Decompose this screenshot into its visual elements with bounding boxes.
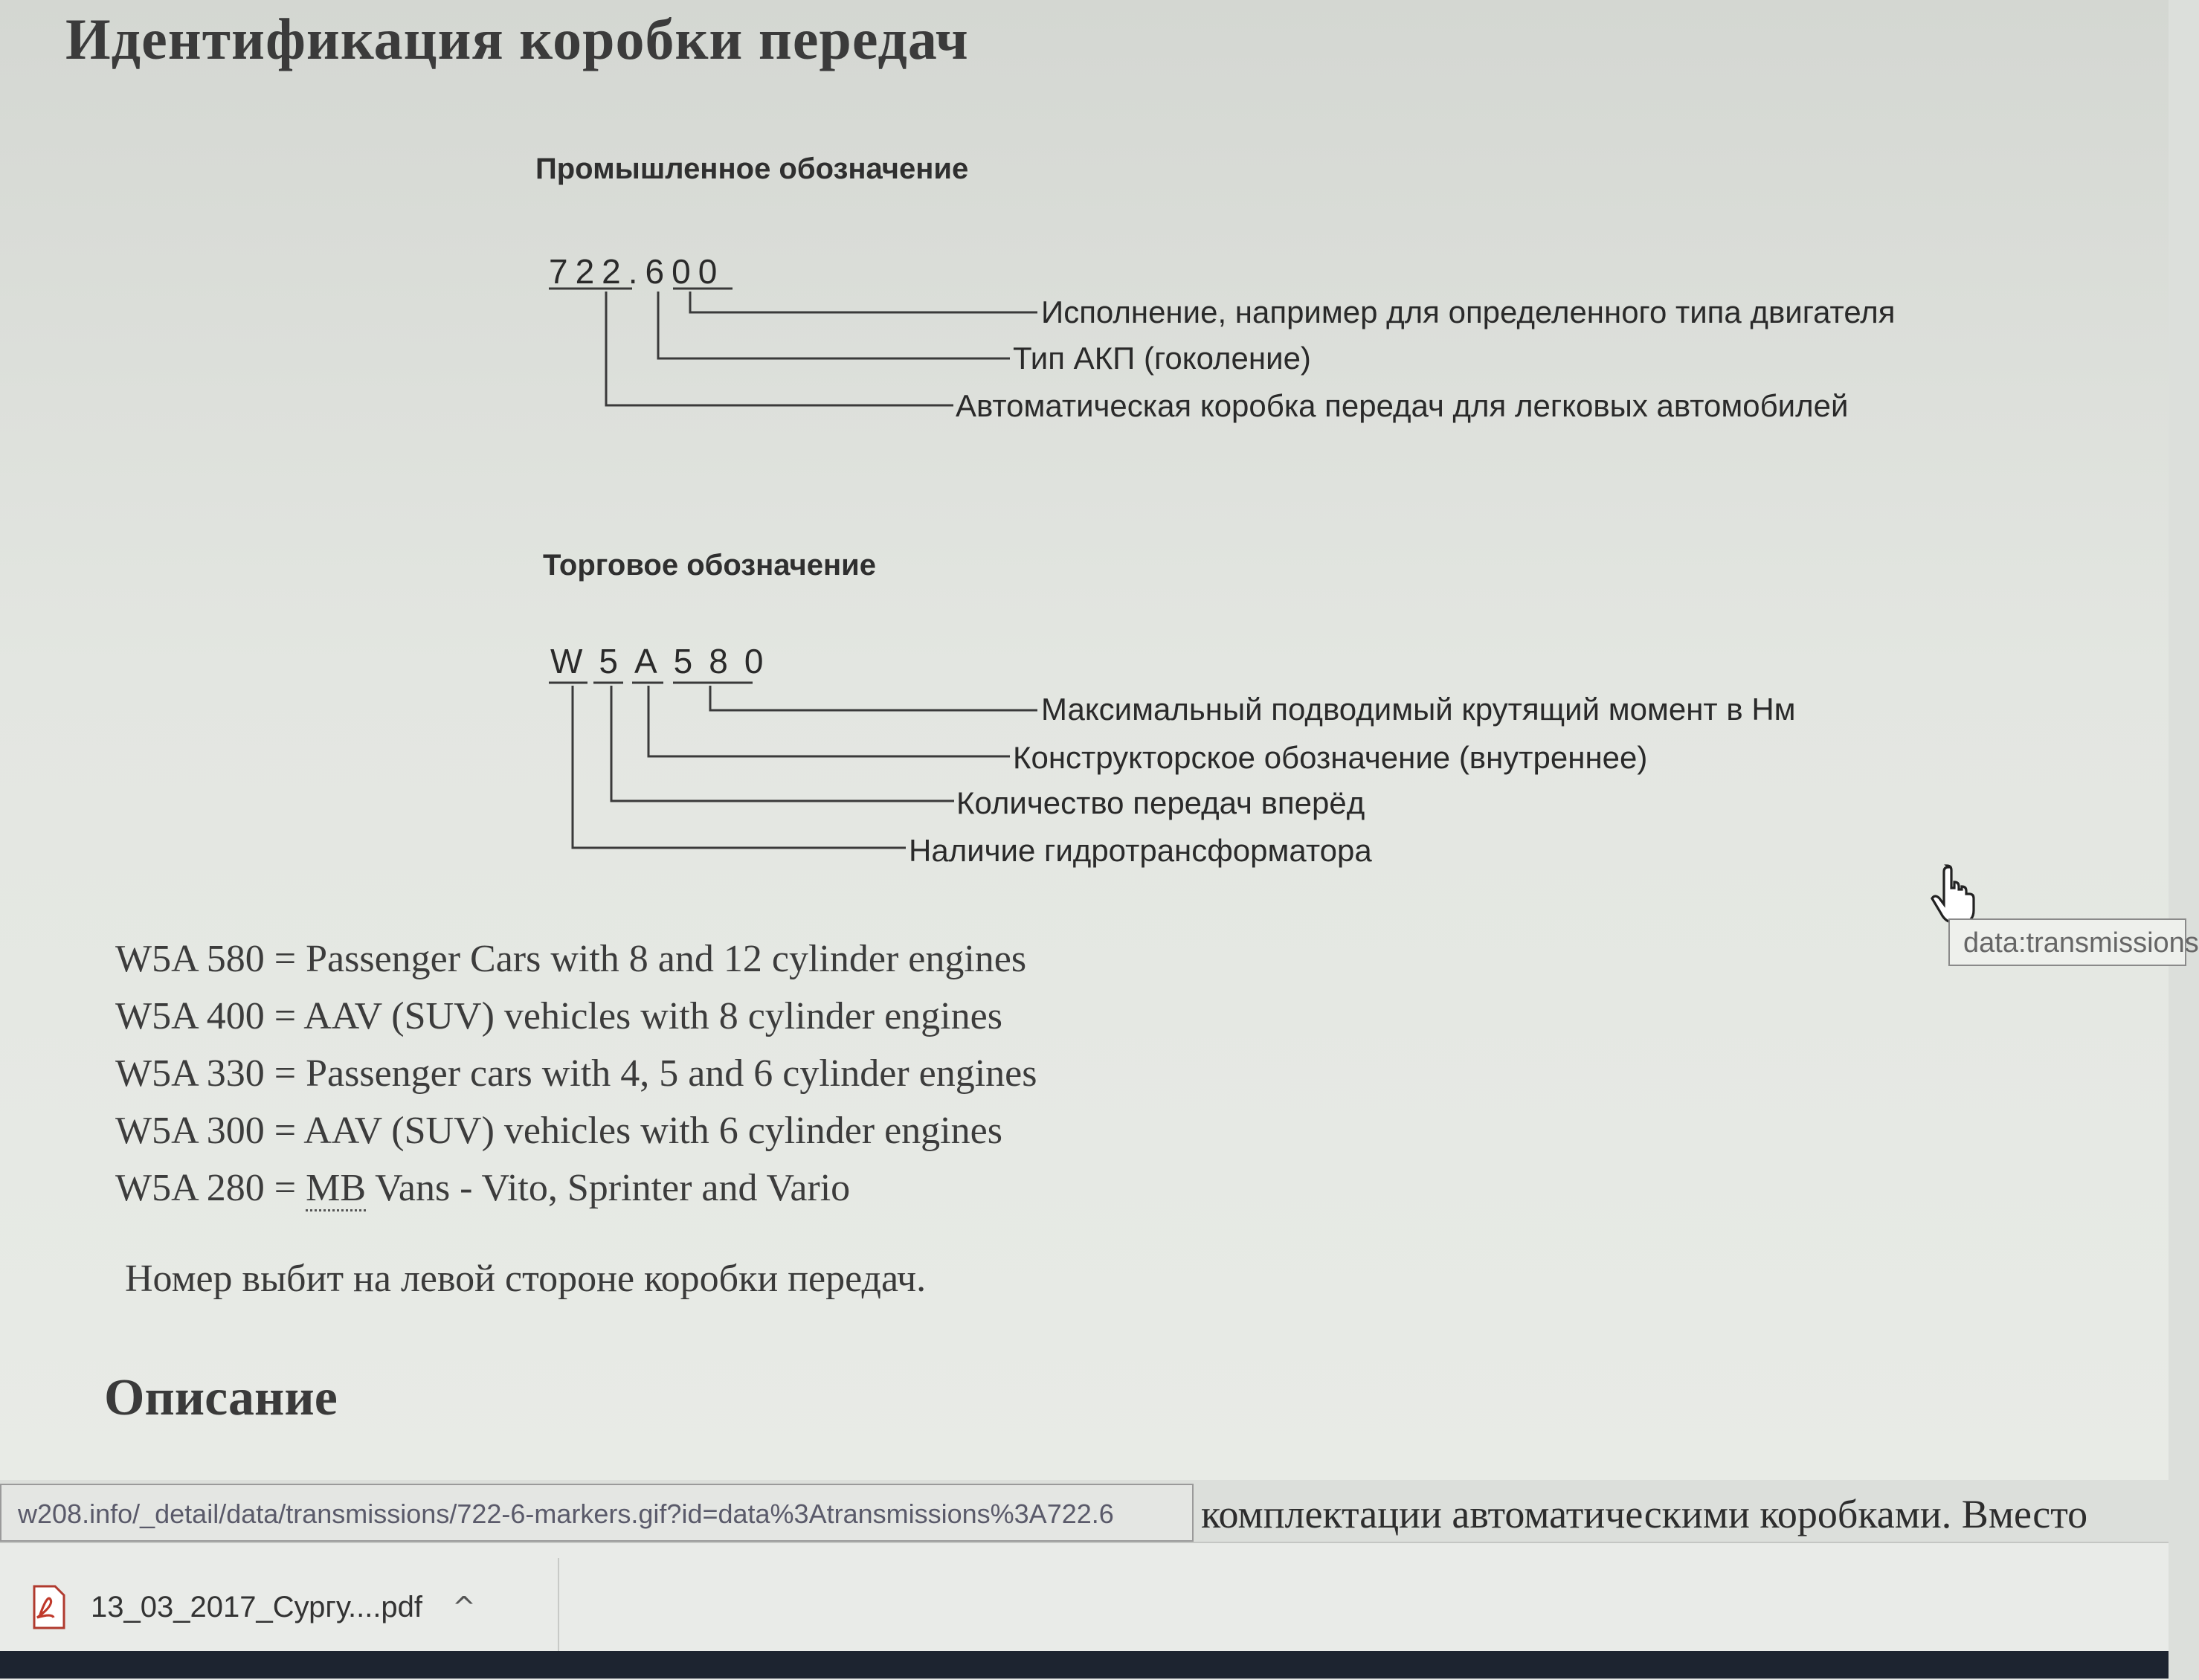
trade-label-4: Наличие гидротрансформатора — [909, 833, 1372, 868]
model-line: W5A 300 = AAV (SUV) vehicles with 6 cylinder engines — [115, 1110, 1002, 1152]
trade-heading: Торговое обозначение — [543, 549, 877, 582]
page-title: Идентификация коробки передач — [65, 7, 969, 71]
download-item[interactable] — [30, 1558, 559, 1656]
hand-cursor-icon — [1932, 863, 1980, 922]
industrial-label-2: Тип АКП (гоколение) — [1013, 341, 1311, 376]
link-tooltip: data:transmissions — [1948, 918, 2186, 966]
abbr-mb[interactable]: MB — [306, 1167, 366, 1211]
trailing-text: комплектации автоматическими коробками. Вместо — [1201, 1492, 2088, 1536]
taskbar — [0, 1651, 2169, 1679]
chevron-up-icon[interactable]: ^ — [452, 1591, 476, 1623]
model-line: W5A 580 = Passenger Cars with 8 and 12 cylinder engines — [115, 938, 1027, 980]
trade-code: W5A580 — [550, 642, 780, 680]
model-line: W5A 400 = AAV (SUV) vehicles with 8 cylinder engines — [115, 995, 1002, 1037]
model-line: W5A 330 = Passenger cars with 4, 5 and 6 cylinder engines — [115, 1052, 1037, 1095]
trade-label-1: Максимальный подводимый крутящий момент в Нм — [1041, 692, 1796, 727]
trade-label-2: Конструкторское обозначение (внутреннее) — [1013, 740, 1648, 775]
status-bar-url: w208.info/_detail/data/transmissions/722-6-markers.gif?id=data%3Atransmissions%3A722.6 — [0, 1484, 1194, 1542]
model-line: W5A 280 = MB Vans - Vito, Sprinter and Vario — [115, 1166, 850, 1210]
industrial-heading: Промышленное обозначение — [535, 152, 969, 185]
industrial-label-1: Исполнение, например для определенного типа двигателя — [1041, 295, 1896, 329]
note-text: Номер выбит на левой стороне коробки передач. — [125, 1258, 927, 1300]
pdf-icon — [30, 1585, 68, 1629]
section-heading-description: Описание — [104, 1369, 338, 1426]
industrial-label-3: Автоматическая коробка передач для легковых автомобилей — [956, 388, 1849, 423]
download-filename: 13_03_2017_Сургу....pdf — [91, 1590, 423, 1623]
industrial-code: 722.600 — [549, 252, 725, 291]
trade-label-3: Количество передач вперёд — [956, 785, 1365, 820]
